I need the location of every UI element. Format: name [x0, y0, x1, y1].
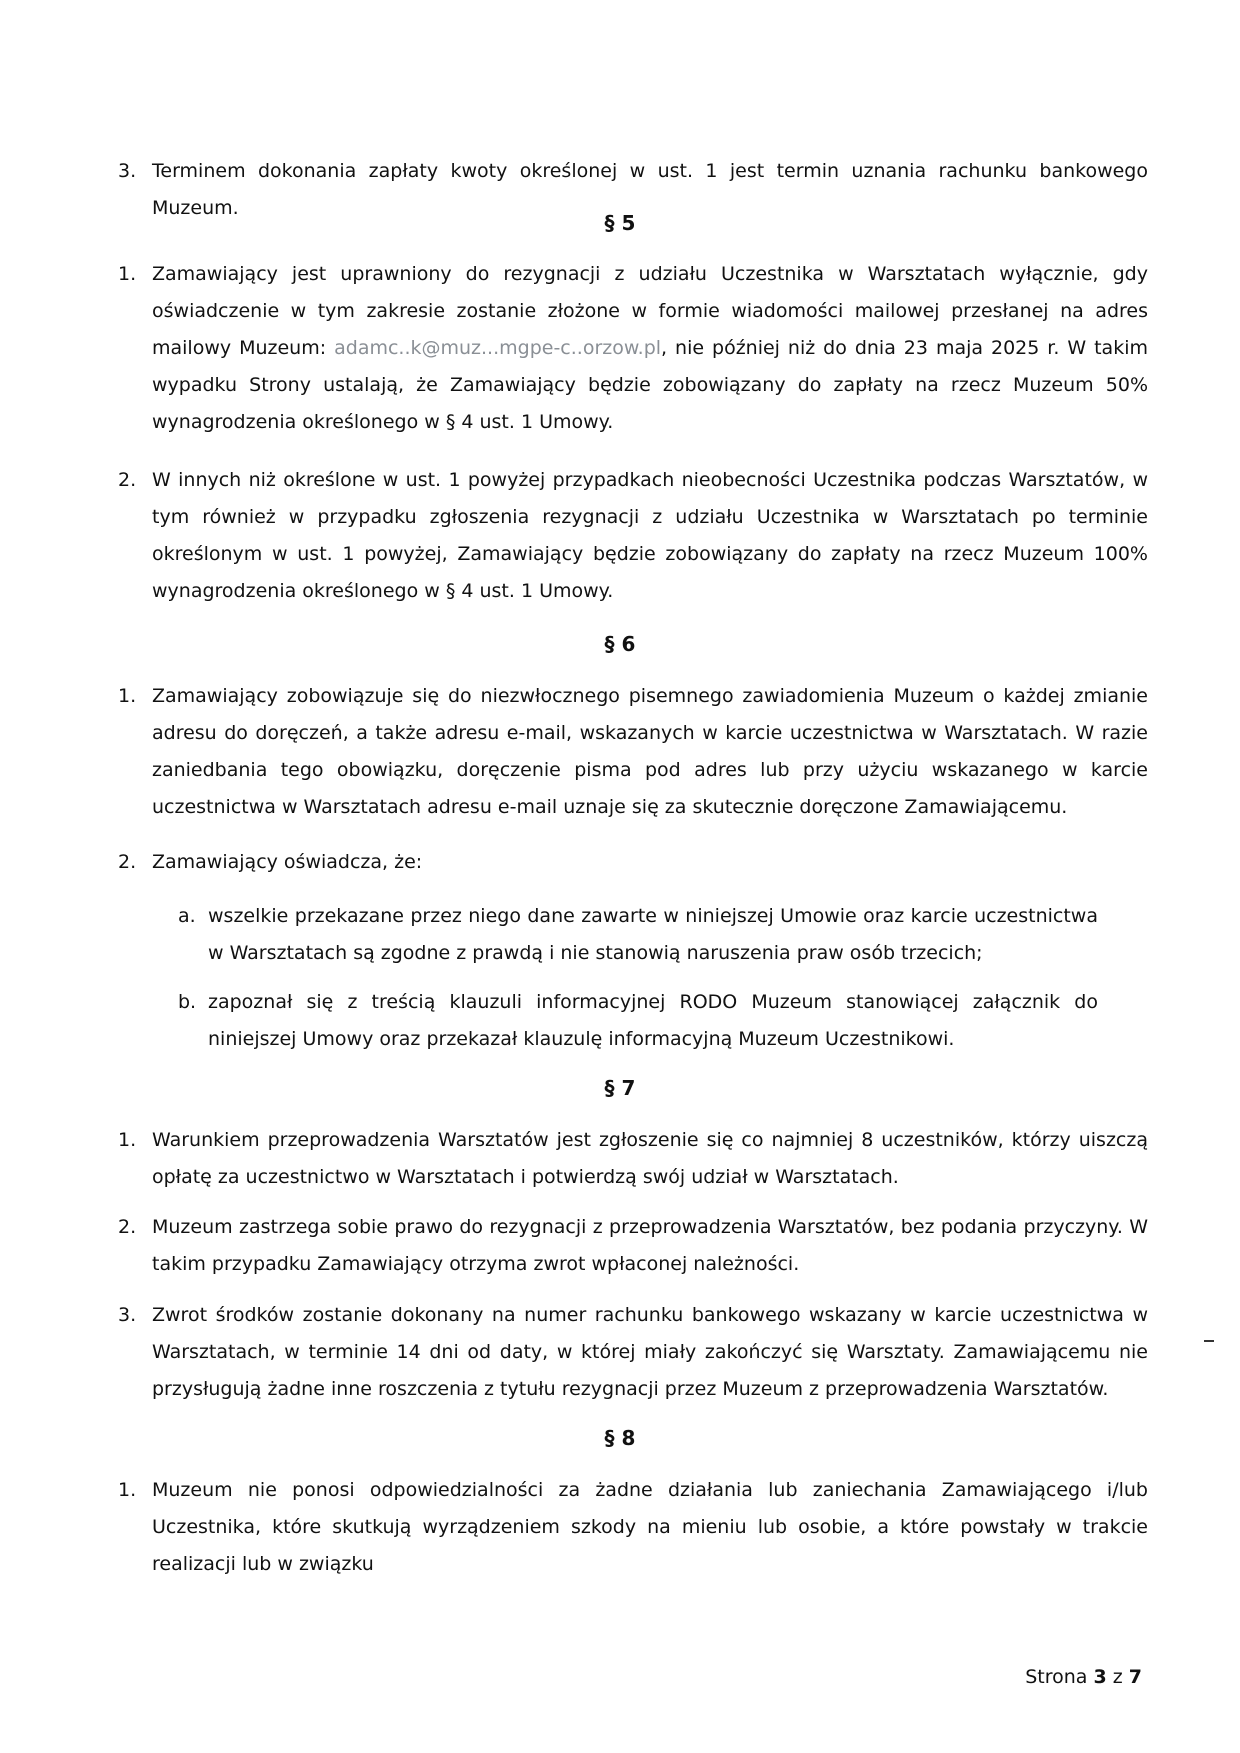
- email-address: adamc..k@muz...mgpe-c..orzow.pl: [334, 337, 662, 359]
- item-number: 2.: [118, 469, 137, 491]
- current-page: 3: [1093, 1666, 1107, 1688]
- item-text-part-2: , nie później niż do dnia 23 maja 2025 r. W takim wypadku Strony ustalają, że Zamawiający będzie zobowiązany do zapłaty na rzecz Muzeum 50% wynagrodzenia określonego w § 4 ust. 1 Umowy.: [152, 337, 1148, 433]
- item-number: 1.: [118, 1129, 137, 1151]
- subitem-text: zapoznał się z treścią klauzuli informacyjnej RODO Muzeum stanowiącej załącznik do niniejszej Umowy oraz przekazał klauzulę informacyjną Muzeum Uczestnikowi.: [208, 991, 1098, 1050]
- page-of: z: [1112, 1666, 1123, 1688]
- item-text: Warunkiem przeprowadzenia Warsztatów jest zgłoszenie się co najmniej 8 uczestników, którzy uiszczą opłatę za uczestnictwo w Warsztatach i potwierdzą swój udział w Warsztatach.: [152, 1129, 1148, 1188]
- section-5-item-2: [118, 462, 1148, 610]
- item-number: 2.: [118, 1216, 137, 1238]
- subitem-letter: b.: [178, 991, 197, 1013]
- item-number: 2.: [118, 851, 137, 873]
- item-number: 1.: [118, 685, 137, 707]
- section-heading-5: § 5: [604, 211, 636, 235]
- item-number: 1.: [118, 1479, 137, 1501]
- section-6-subitem-a: [178, 898, 1098, 972]
- section-7-item-3: [118, 1297, 1148, 1408]
- section-8-item-1: [118, 1472, 1148, 1583]
- section-6-item-2: [118, 844, 1148, 881]
- item-text: W innych niż określone w ust. 1 powyżej przypadkach nieobecności Uczestnika podczas Warsztatów, w tym również w przypadku zgłoszenia rezygnacji z udziału Uczestnika w Warsztatach po terminie określonym w ust. 1 powyżej, Zamawiający będzie zobowiązany do zapłaty na rzecz Muzeum 100% wynagrodzenia określonego w § 4 ust. 1 Umowy.: [152, 469, 1148, 602]
- item-number: 1.: [118, 263, 137, 285]
- page-label: Strona: [1025, 1666, 1088, 1688]
- item-text: Muzeum zastrzega sobie prawo do rezygnacji z przeprowadzenia Warsztatów, bez podania przyczyny. W takim przypadku Zamawiający otrzyma zwrot wpłaconej należności.: [152, 1216, 1148, 1275]
- item-text: [152, 256, 1148, 441]
- item-text: Zwrot środków zostanie dokonany na numer rachunku bankowego wskazany w karcie uczestnictwa w Warsztatach, w terminie 14 dni od daty, w której miały zakończyć się Warsztaty. Zamawiającemu nie przysługują żadne inne roszczenia z tytułu rezygnacji przez Muzeum z przeprowadzenia Warsztatów.: [152, 1304, 1148, 1400]
- section-heading-7: § 7: [604, 1076, 636, 1100]
- section-6-subitem-b: [178, 984, 1098, 1058]
- section-7-item-2: [118, 1209, 1148, 1283]
- margin-dash-mark: [1204, 1340, 1214, 1342]
- section-6-item-1: [118, 678, 1148, 826]
- page-number-footer: [1025, 1666, 1142, 1688]
- item-number: 3.: [118, 160, 137, 182]
- section-5-item-1: [118, 256, 1148, 441]
- item-text: Zamawiający oświadcza, że:: [152, 851, 423, 873]
- item-text: Muzeum nie ponosi odpowiedzialności za żadne działania lub zaniechania Zamawiającego i/lub Uczestnika, które skutkują wyrządzeniem szkody na mieniu lub osobie, a które powstały w trakcie realizacji lub w związku: [152, 1479, 1148, 1575]
- subitem-text: wszelkie przekazane przez niego dane zawarte w niniejszej Umowie oraz karcie uczestnictwa w Warsztatach są zgodne z prawdą i nie stanowią naruszenia praw osób trzecich;: [208, 905, 1098, 964]
- item-text-part-1: Zamawiający jest uprawniony do rezygnacji z udziału Uczestnika w Warsztatach wyłącznie, gdy oświadczenie w tym zakresie zostanie złożone w formie wiadomości mailowej przesłanej na adres mailowy Muzeum:: [152, 263, 1148, 359]
- section-heading-6: § 6: [604, 632, 636, 656]
- section-heading-8: § 8: [604, 1426, 636, 1450]
- item-number: 3.: [118, 1304, 137, 1326]
- subitem-letter: a.: [178, 905, 196, 927]
- total-pages: 7: [1128, 1666, 1142, 1688]
- section-7-item-1: [118, 1122, 1148, 1196]
- item-text: Terminem dokonania zapłaty kwoty określonej w ust. 1 jest termin uznania rachunku bankowego Muzeum.: [152, 160, 1148, 219]
- item-text: Zamawiający zobowiązuje się do niezwłocznego pisemnego zawiadomienia Muzeum o każdej zmianie adresu do doręczeń, a także adresu e-mail, wskazanych w karcie uczestnictwa w Warsztatach. W razie zaniedbania tego obowiązku, doręczenie pisma pod adres lub przy użyciu wskazanego w karcie uczestnictwa w Warsztatach adresu e-mail uznaje się za skutecznie doręczone Zamawiającemu.: [152, 685, 1148, 818]
